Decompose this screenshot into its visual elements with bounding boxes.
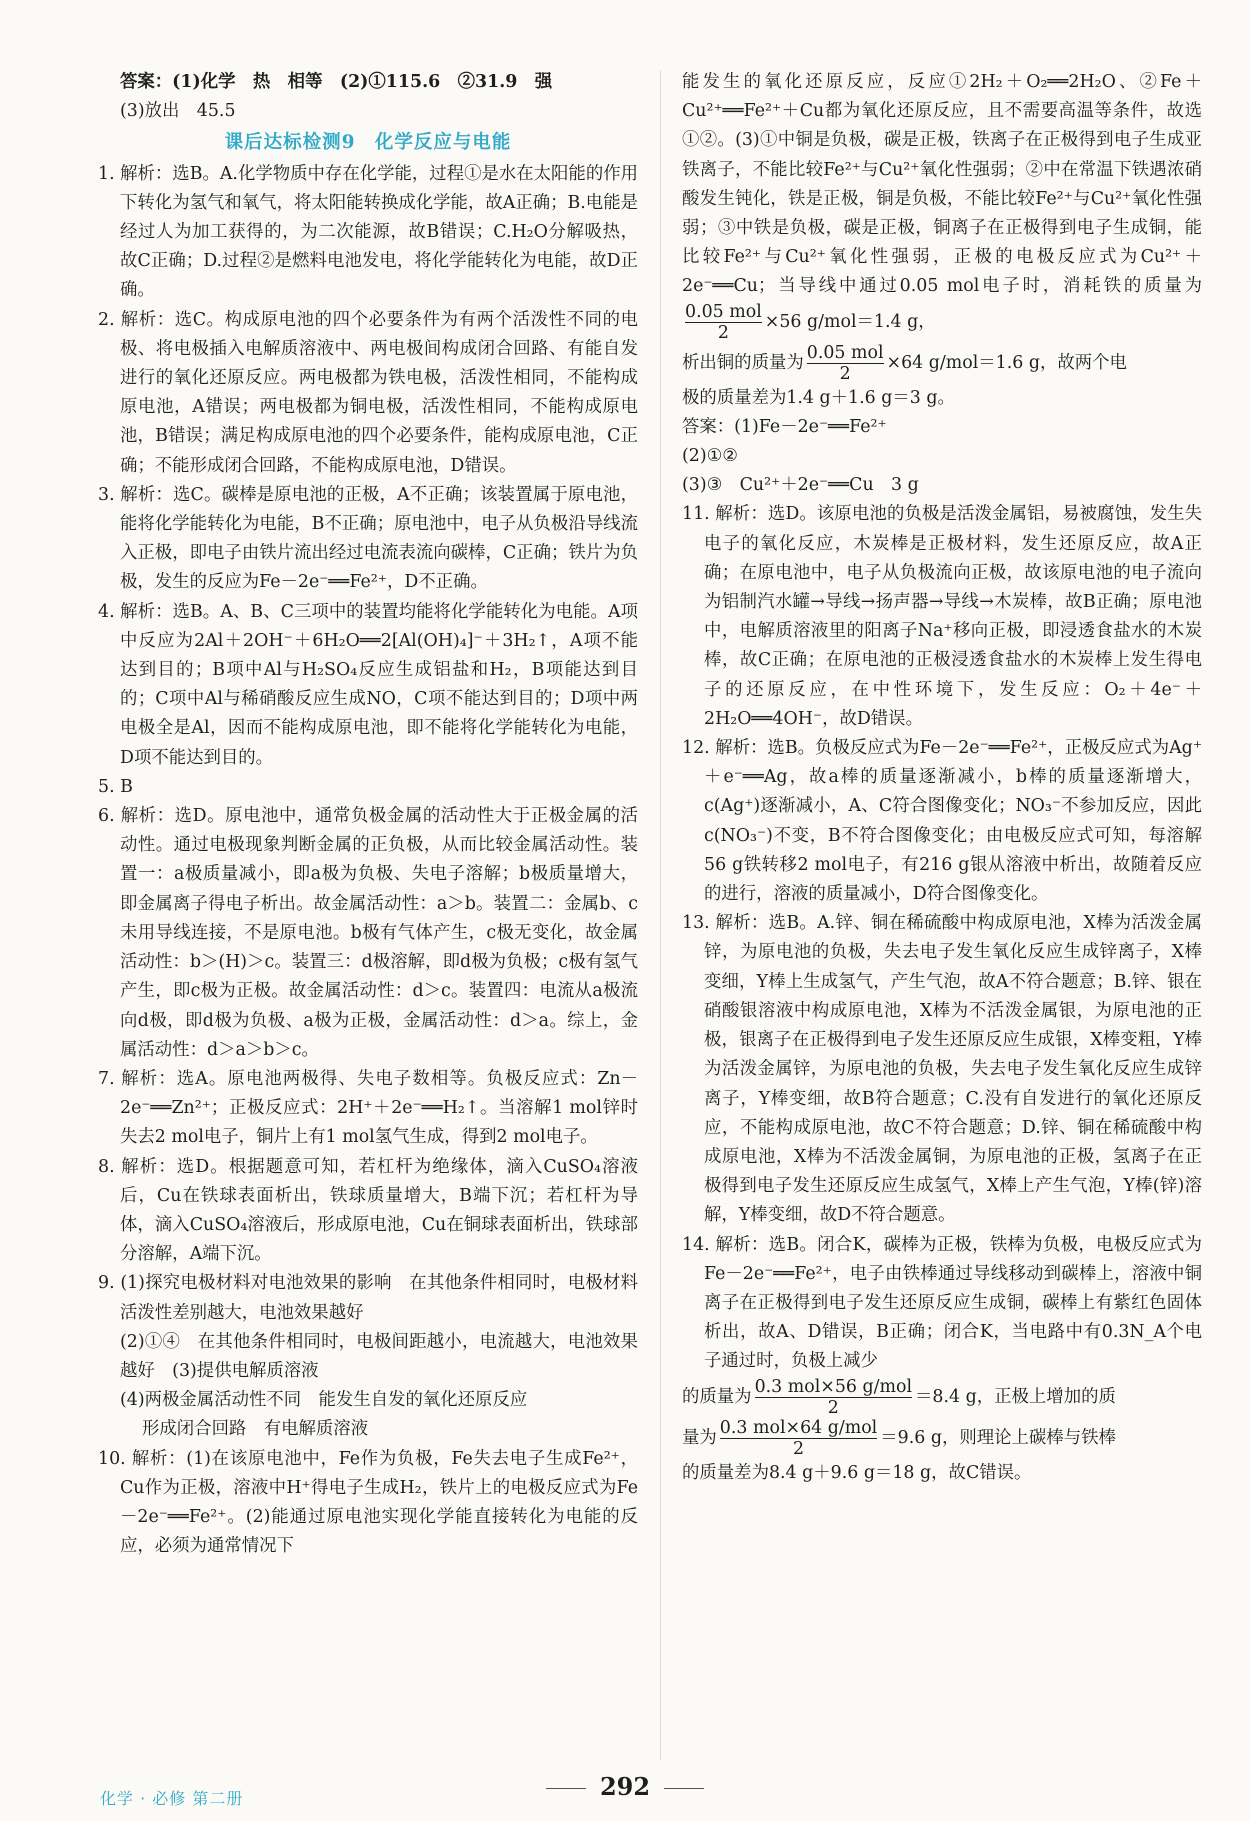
explanation-part: 能发生的氧化还原反应，反应①2H₂＋O₂══2H₂O、②Fe＋Cu²⁺══Fe²⁺＋Cu都为氧化还原反应，且不需要高温等条件，故选①②。(3)①中铜是负极，碳是正极，铁离子在正极得到电子生成亚铁离子，不能比较Fe²⁺与Cu²⁺氧化性强弱；②中在常温下铁遇浓硝酸发生钝化，铁是正极，铜是负极，不能比较Fe²⁺与Cu²⁺氧化性强弱；③中铁是负极，碳是正极，铜离子在正极得到电子生成铜，能比较Fe²⁺与Cu²⁺氧化性强弱，正极的电极反应式为Cu²⁺＋2e⁻══Cu；当导线中通过0.05 mol电子时，消耗铁的质量为	[682, 72, 1202, 297]
answer-line: (3)③ Cu²⁺＋2e⁻══Cu 3 g	[682, 475, 919, 496]
explanation-text	[682, 1418, 1202, 1459]
explanation-item: 11. 解析：选D。该原电池的负极是活泼金属铝，易被腐蚀，发生失电子的氧化反应，木炭棒是正极材料，发生还原反应，故A正确；在原电池中，电子从负极流向正极，故该原电池的电子流向为铝制汽水罐→导线→扬声器→导线→木炭棒，故B正确；原电池中，电解质溶液里的阳离子Na⁺移向正极，即浸透食盐水的木炭棒，故C正确；在原电池的正极浸透食盐水的木炭棒上发生得电子的还原反应，在中性环境下，发生反应：O₂＋4e⁻＋2H₂O══4OH⁻，故D错误。	[682, 504, 1202, 729]
fraction	[685, 302, 762, 343]
answer-line: (2)①②	[682, 446, 738, 467]
book-title: 化学 · 必修 第二册	[100, 1789, 244, 1808]
explanation-item: 12. 解析：选B。负极反应式为Fe－2e⁻══Fe²⁺，正极反应式为Ag⁺＋e⁻══Ag，故a棒的质量逐渐减小，b棒的质量逐渐增大，c(Ag⁺)逐渐减小，A、C符合图像变化；NO₃⁻不参加反应，因此c(NO₃⁻)不变，B不符合图像变化；由电极反应式可知，每溶解56 g铁转移2 mol电子，有216 g银从溶液中析出，故随着反应的进行，溶液的质量减小，D符合图像变化。	[682, 738, 1202, 905]
explanation-item: 14. 解析：选B。闭合K，碳棒为正极，铁棒为负极，电极反应式为Fe－2e⁻══Fe²⁺，电子由铁棒通过导线移动到碳棒上，溶液中铜离子在正极得到电子发生还原反应生成铜，碳棒上有紫红色固体析出，故A、D错误，B正确；闭合K，当电路中有0.3N_A个电子通过时，负极上减少	[682, 1234, 1202, 1372]
section-title: 课后达标检测9 化学反应与电能	[224, 132, 512, 154]
explanation-part: ＝9.6 g，则理论上碳棒与铁棒	[880, 1427, 1116, 1448]
page-dash-left	[546, 1788, 586, 1789]
explanation-text	[682, 343, 1202, 384]
answer-line: 答案：(1)Fe－2e⁻══Fe²⁺	[682, 416, 887, 437]
explanation-text	[682, 68, 1202, 343]
fraction-denominator: 2	[717, 322, 729, 343]
fraction-denominator: 2	[792, 1438, 805, 1459]
explanation-item: 5. B	[98, 776, 133, 797]
explanation-item: 7. 解析：选A。原电池两极得、失电子数相等。负极反应式：Zn－2e⁻══Zn²⁺；正极反应式：2H⁺＋2e⁻══H₂↑。当溶解1 mol锌时失去2 mol电子，铜片上有1 mol氢气生成，得到2 mol电子。	[98, 1068, 638, 1148]
explanation-item: 1. 解析：选B。A.化学物质中存在化学能，过程①是水在太阳能的作用下转化为氢气和氧气，将太阳能转换成化学能，故A正确；B.电能是经过人为加工获得的，为二次能源，故B错误；C.H₂O分解吸热，故C正确；D.过程②是燃料电池发电，将化学能转化为电能，故D正确。	[98, 163, 638, 301]
fraction	[755, 1377, 912, 1418]
answer-line: (3)放出 45.5	[120, 101, 236, 122]
page-number	[0, 1772, 1250, 1801]
explanation-part: ×56 g/mol＝1.4 g，	[764, 311, 936, 332]
explanation-item: 9. (1)探究电极材料对电池效果的影响 在其他条件相同时，电极材料活泼性差别越大，电池效果越好	[98, 1273, 638, 1323]
explanation-item: 3. 解析：选C。碳棒是原电池的正极，A不正确；该装置属于原电池，能将化学能转化为电能，B不正确；原电池中，电子从负极沿导线流入正极，即电子由铁片流出经过电流表流向碳棒，C正确；铁片为负极，发生的反应为Fe－2e⁻══Fe²⁺，D不正确。	[98, 484, 638, 593]
explanation-item: 6. 解析：选D。原电池中，通常负极金属的活动性大于正极金属的活动性。通过电极现象判断金属的正负极，从而比较金属活动性。装置一：a极质量减小，即a极为负极、失电子溶解；b极质量增大，即金属离子得电子析出。故金属活动性：a＞b。装置二：金属b、c未用导线连接，不是原电池。b极有气体产生，c极无变化，故金属活动性：b＞(H)＞c。装置三：d极溶解，即d极为负极；c极有氢气产生，即c极为正极。故金属活动性：d＞c。装置四：电流从a极流向d极，即d极为负极、a极为正极，金属活动性：d＞a。综上，金属活动性：d＞a＞b＞c。	[98, 806, 638, 1060]
fraction-numerator: 0.05 mol	[685, 301, 762, 322]
explanation-item: 2. 解析：选C。构成原电池的四个必要条件为有两个活泼性不同的电极、将电极插入电解质溶液中、两电极间构成闭合回路、有能自发进行的氧化还原反应。两电极都为铁电极，活泼性相同，不能构成原电池，A错误；两电极都为铜电极，活泼性相同，不能构成原电池，B错误；满足构成原电池的四个必要条件，能构成原电池，C正确；不能形成闭合回路，不能构成原电池，D错误。	[98, 309, 638, 476]
explanation-part: 的质量为	[682, 1386, 752, 1407]
left-column	[98, 68, 638, 1561]
explanation-item: (2)①④ 在其他条件相同时，电极间距越小，电流越大，电池效果越好 (3)提供电解质溶液	[120, 1331, 638, 1381]
explanation-text: 极的质量差为1.4 g＋1.6 g＝3 g。	[682, 387, 955, 408]
answer-line: 答案：(1)化学 热 相等 (2)①115.6 ②31.9 强	[120, 72, 553, 92]
page-dash-right	[664, 1788, 704, 1789]
explanation-part: ×64 g/mol＝1.6 g，故两个电	[886, 352, 1127, 373]
explanation-part: ＝8.4 g，正极上增加的质	[915, 1386, 1116, 1407]
page-number-text: 292	[599, 1772, 651, 1801]
fraction-numerator: 0.05 mol	[806, 342, 884, 363]
explanation-item: 4. 解析：选B。A、B、C三项中的装置均能将化学能转化为电能。A项中反应为2Al＋2OH⁻＋6H₂O══2[Al(OH)₄]⁻＋3H₂↑，A项不能达到目的；B项中Al与H₂SO₄反应生成铝盐和H₂，B项能达到目的；C项中Al与稀硝酸反应生成NO，C项不能达到目的；D项中两电极全是Al，因而不能构成原电池，即不能将化学能转化为电能，D项不能达到目的。	[98, 601, 638, 768]
explanation-item: (4)两极金属活动性不同 能发生自发的氧化还原反应	[120, 1390, 528, 1411]
fraction	[720, 1418, 877, 1459]
fraction-denominator: 2	[827, 1397, 839, 1418]
explanation-text: 的质量差为8.4 g＋9.6 g＝18 g，故C错误。	[682, 1462, 1032, 1483]
explanation-item: 形成闭合回路 有电解质溶液	[142, 1419, 369, 1440]
fraction-numerator: 0.3 mol×64 g/mol	[719, 1417, 878, 1438]
fraction	[807, 343, 884, 384]
explanation-item: 8. 解析：选D。根据题意可知，若杠杆为绝缘体，滴入CuSO₄溶液后，Cu在铁球表面析出，铁球质量增大，B端下沉；若杠杆为导体，滴入CuSO₄溶液后，形成原电池，Cu在铜球表面析出，铁球部分溶解，A端下沉。	[98, 1156, 638, 1265]
explanation-text	[682, 1377, 1202, 1418]
column-divider	[660, 70, 661, 1760]
explanation-part: 量为	[682, 1427, 717, 1448]
explanation-item: 13. 解析：选B。A.锌、铜在稀硫酸中构成原电池，X棒为活泼金属锌，为原电池的负极，失去电子发生氧化反应生成锌离子，X棒变细，Y棒上生成氢气，产生气泡，故A不符合题意；B.锌、银在硝酸银溶液中构成原电池，X棒为不活泼金属银，为原电池的正极，银离子在正极得到电子发生还原反应生成银，X棒变粗，Y棒为活泼金属锌，为原电池的负极，失去电子发生氧化反应生成锌离子，Y棒变细，故B符合题意；C.没有自发进行的氧化还原反应，不能构成原电池，故C不符合题意；D.锌、铜在稀硫酸中构成原电池，X棒为不活泼金属铜，为原电池的正极，氢离子在正极得到电子发生还原反应生成氢气，X棒上产生气泡，Y棒(锌)溶解，Y棒变细，故D不符合题意。	[682, 913, 1202, 1226]
right-column	[682, 68, 1202, 1488]
explanation-item: 10. 解析：(1)在该原电池中，Fe作为负极，Fe失去电子生成Fe²⁺，Cu作为正极，溶液中H⁺得电子生成H₂，铁片上的电极反应式为Fe－2e⁻══Fe²⁺。(2)能通过原电池实现化学能直接转化为电能的反应，必须为通常情况下	[98, 1448, 638, 1557]
fraction-denominator: 2	[839, 363, 851, 384]
fraction-numerator: 0.3 mol×56 g/mol	[754, 1376, 913, 1397]
explanation-part: 析出铜的质量为	[682, 352, 804, 373]
